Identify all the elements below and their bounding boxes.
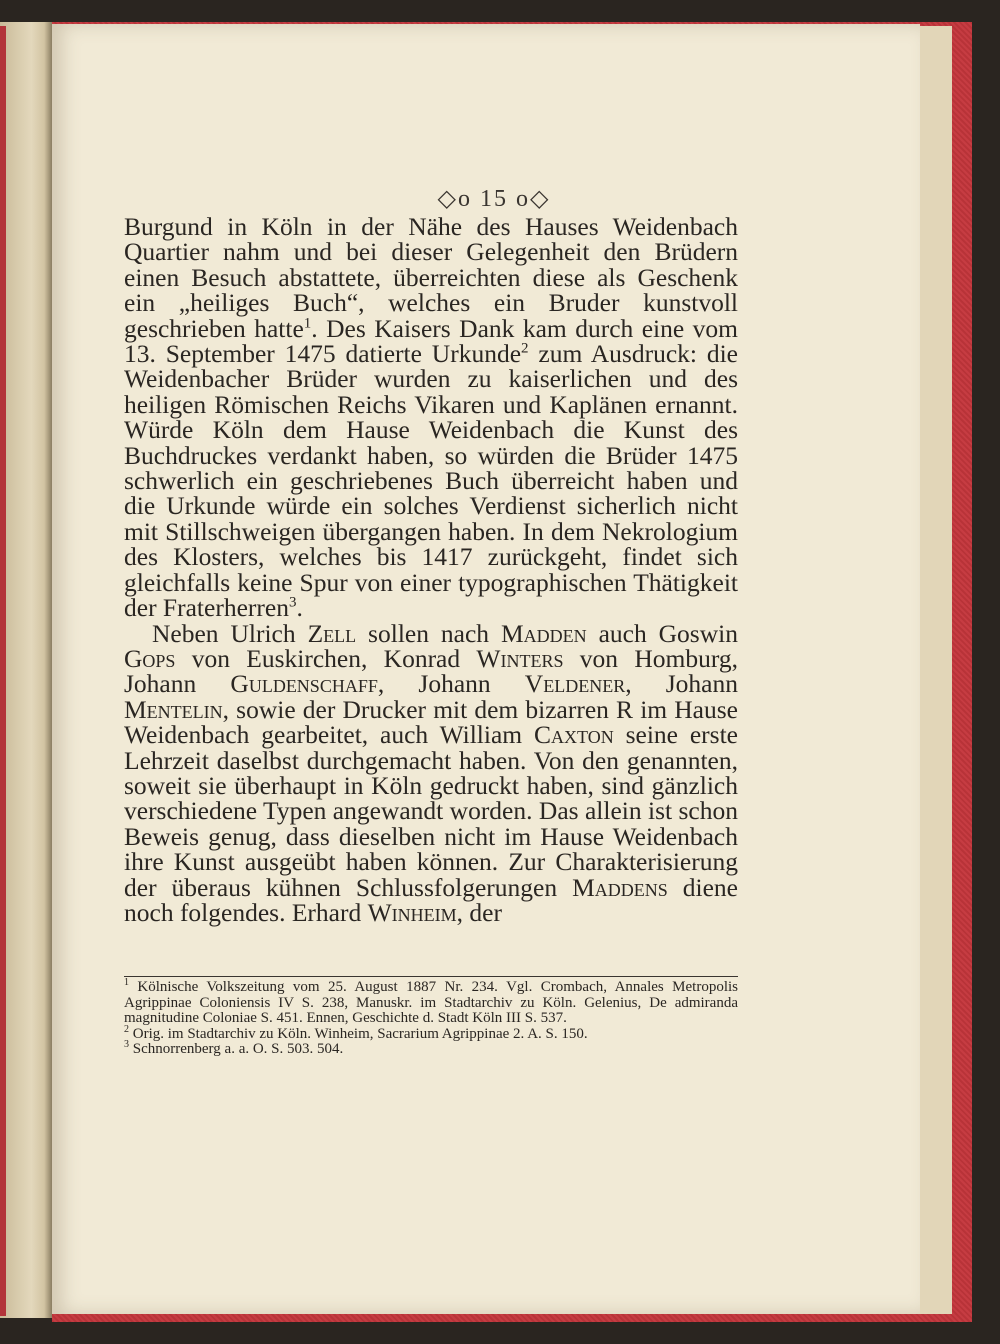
paragraph-2-text: seine erste Lehrzeit daselbst durchgemacht haben. Von den genannten, soweit sie überhaupt in Köln gedruckt haben, sind gänzlich verschiedene Typen angewandt worden. Das allein ist schon Beweis genug, dass dieselben nicht im Hause Weidenbach ihre Kunst ausgeübt haben können. Zur Charakterisierung der überaus kühnen Schlussfolgerungen [124, 720, 738, 902]
paragraph-2-text: , sowie der Drucker mit dem bizarren R im Hause Weidenbach gearbeitet, auch William [124, 694, 738, 750]
footnote-mark: 2 [124, 1023, 129, 1035]
paragraph-2-text: sollen nach [356, 618, 501, 648]
name-winters: Winters [476, 643, 564, 673]
name-caxton: Caxton [534, 720, 614, 750]
name-veldener: Veldener [524, 669, 626, 699]
paragraph-1 [124, 214, 738, 621]
name-zell: Zell [307, 618, 357, 648]
footnote-1 [124, 977, 738, 1027]
name-mentelin: Mentelin [124, 694, 223, 724]
paragraph-1-text-d: . [296, 593, 303, 623]
name-gops: Gops [124, 643, 176, 673]
paragraph-2 [124, 618, 738, 927]
footnote-text: Kölnische Volkszeitung vom 25. August 1887 Nr. 234. Vgl. Crombach, Annales Metropolis Agrippinae Coloniensis IV S. 238, Manuskr. im Stadtarchiv zu Köln. Gelenius, De admiranda magnitudine Coloniae S. 451. Ennen, Geschichte d. Stadt Köln III S. 537. [124, 979, 738, 1027]
name-winheim: Winheim [367, 897, 457, 927]
left-cover-edge [0, 26, 6, 1316]
paragraph-1-text-c: zum Ausdruck: die Weidenbacher Brüder wurden zu kaiserlichen und des heiligen Römischen Reichs Vikaren und Kaplänen ernannt. Würde Köln dem Hause Weidenbach die Kunst des Buchdruckes verdankt haben, so würden die Brüder 1475 schwerlich ein geschriebenes Buch überreicht haben und die Urkunde würde ein solches Verdienst sicherlich nicht mit Stillschweigen übergangen haben. In dem Nekrologium des Klosters, welches bis 1417 zurückgeht, findet sich gleichfalls keine Spur von einer typographischen Thätigkeit der Fraterherren [124, 339, 738, 623]
name-guldenschaff: Guldenschaff [230, 669, 378, 699]
page-number: ◇o 15 o◇ [437, 186, 551, 212]
name-madden: Madden [500, 618, 587, 648]
paragraph-2-text: Neben Ulrich [152, 618, 308, 648]
footnote-ref-2: 2 [521, 340, 529, 357]
paragraph-2-text: von Euskirchen, Konrad [175, 643, 477, 673]
paragraph-1-text-b: . Des Kaisers Dank kam durch eine vom 13. September 1475 datierte Urkunde [124, 313, 739, 369]
footnote-mark: 1 [124, 977, 129, 988]
main-text [124, 214, 738, 925]
footnote-mark: 3 [124, 1039, 129, 1051]
name-maddens: Maddens [572, 872, 668, 902]
paragraph-2-text: , der [456, 897, 502, 927]
paragraph-1-text-a: Burgund in Köln in der Nähe des Hauses Weidenbach Quartier nahm und bei dieser Gelegenheit den Brüdern einen Besuch abstattete, überreichten diese als Geschenk ein „heiliges Buch“, welches ein Bruder kunstvoll geschrieben hatte [124, 212, 738, 343]
paragraph-2-text: auch Goswin [586, 618, 738, 648]
paragraph-2-text: von Homburg, Johann [124, 643, 738, 699]
facing-page-edge [0, 22, 52, 1318]
paragraph-2-text: , Johann [377, 669, 525, 699]
paragraph-2-text: diene noch folgendes. Erhard [124, 872, 738, 927]
paragraph-2-text: , Johann [625, 669, 738, 699]
footnotes [124, 977, 738, 1058]
footnote-rule [124, 976, 738, 977]
footnote-3 [124, 1039, 738, 1058]
footnote-ref-1: 1 [303, 315, 312, 332]
footnote-ref-3: 3 [288, 594, 297, 611]
footnote-text: Schnorrenberg a. a. O. S. 503. 504. [129, 1041, 344, 1058]
footnote-text: Orig. im Stadtarchiv zu Köln. Winheim, Sacrarium Agrippinae 2. A. S. 150. [129, 1025, 588, 1042]
